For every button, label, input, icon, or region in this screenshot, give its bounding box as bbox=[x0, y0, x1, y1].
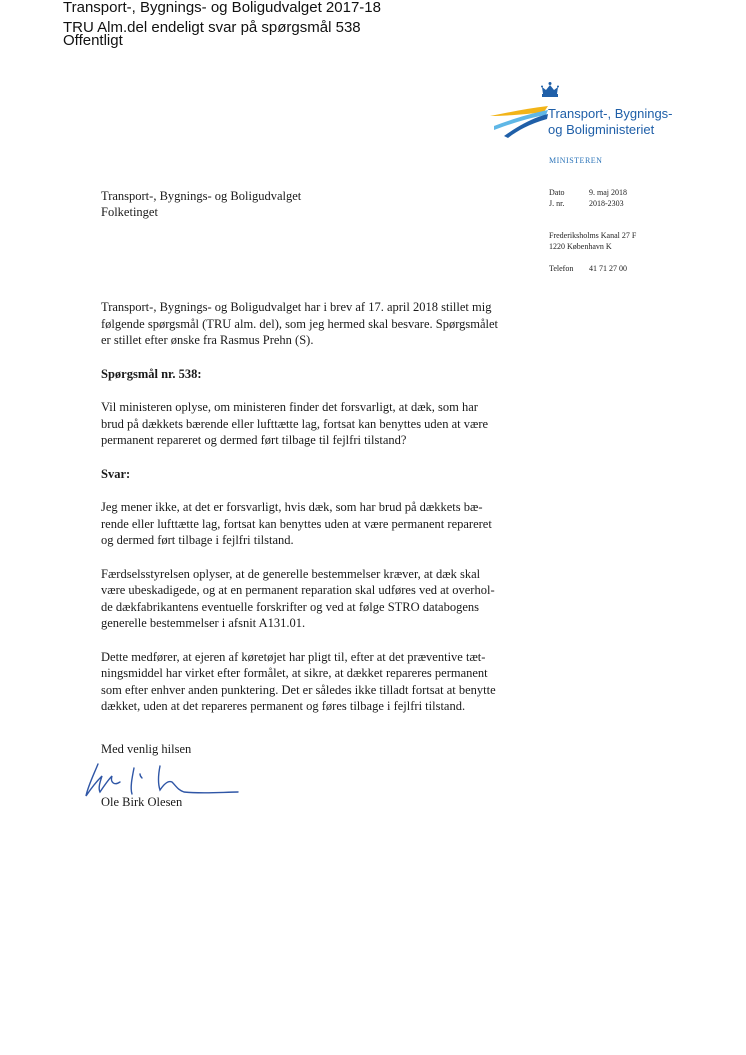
logo-line-1: Transport-, Bygnings- bbox=[548, 106, 673, 121]
header-committee: Transport-, Bygnings- og Boligudvalget 2017-18 bbox=[63, 0, 381, 16]
ministry-logo-text bbox=[548, 106, 673, 138]
answer2-line-2: være ubeskadigede, og at en permanent reparation skal udføres ved at overhol- bbox=[101, 583, 495, 597]
ref-row bbox=[549, 198, 624, 209]
closing-greeting: Med venlig hilsen bbox=[101, 742, 192, 756]
recipient-line-1: Transport-, Bygnings- og Boligudvalget bbox=[101, 189, 302, 203]
question-line-2: brud på dækkets bærende eller lufttætte lag, fortsat kan benyttes uden at være bbox=[101, 416, 489, 431]
date-row bbox=[549, 187, 627, 198]
phone-value: 41 71 27 00 bbox=[589, 264, 627, 273]
recipient-block bbox=[101, 188, 301, 220]
date-value: 9. maj 2018 bbox=[589, 188, 627, 197]
answer3-line-2: ningsmiddel har virket efter formålet, at sikre, at dækket repareres permanent bbox=[101, 666, 488, 680]
letter-body bbox=[101, 299, 531, 732]
phone-row bbox=[549, 263, 627, 274]
header-document-ref: TRU Alm.del endeligt svar på spørgsmål 538 bbox=[63, 19, 361, 36]
question-line-1: Vil ministeren oplyse, om ministeren finder det forsvarligt, at dæk, som har bbox=[101, 400, 478, 414]
answer3-line-4: dækket, uden at det repareres permanent og føres tilbage i fejlfri tilstand. bbox=[101, 699, 466, 713]
phone-label: Telefon bbox=[549, 264, 574, 273]
answer-paragraph-3 bbox=[101, 649, 531, 715]
date-label: Dato bbox=[549, 188, 565, 197]
answer3-line-1: Dette medfører, at ejeren af køretøjet har pligt til, efter at det præventive tæt- bbox=[101, 649, 486, 664]
header-public-label: Offentligt bbox=[63, 32, 123, 49]
recipient-line-2: Folketinget bbox=[101, 205, 158, 219]
answer3-line-3: som efter enhver anden punktering. Det er således ikke tilladt fortsat at benytte bbox=[101, 682, 496, 697]
logo-line-2: og Boligministeriet bbox=[548, 122, 655, 137]
answer-heading: Svar: bbox=[101, 466, 131, 481]
address-line-2: 1220 København K bbox=[549, 242, 612, 251]
ref-label: J. nr. bbox=[549, 199, 565, 208]
intro-paragraph bbox=[101, 299, 531, 349]
question-heading: Spørgsmål nr. 538: bbox=[101, 366, 202, 381]
signer-name: Ole Birk Olesen bbox=[101, 795, 183, 809]
answer-paragraph-1 bbox=[101, 499, 531, 549]
address-line-1: Frederiksholms Kanal 27 F bbox=[549, 231, 637, 240]
answer1-line-3: og dermed ført tilbage i fejlfri tilstand. bbox=[101, 533, 294, 547]
answer1-line-2: rende eller lufttætte lag, fortsat kan benyttes uden at være permanent repareret bbox=[101, 516, 492, 531]
intro-line-2: følgende spørgsmål (TRU alm. del), som jeg hermed skal besvare. Spørgsmålet bbox=[101, 316, 499, 331]
answer2-line-4: generelle bestemmelser i afsnit A131.01. bbox=[101, 616, 306, 630]
question-line-3: permanent repareret og dermed ført tilbage til fejlfri tilstand? bbox=[101, 433, 407, 447]
answer2-line-3: de dækfabrikantens eventuelle forskrifter og ved at følge STRO databogens bbox=[101, 599, 480, 614]
intro-line-3: er stillet efter ønske fra Rasmus Prehn (S). bbox=[101, 333, 314, 347]
sender-label: MINISTEREN bbox=[549, 156, 603, 165]
ref-value: 2018-2303 bbox=[589, 199, 624, 208]
answer2-line-1: Færdselsstyrelsen oplyser, at de generelle bestemmelser kræver, at dæk skal bbox=[101, 566, 481, 581]
answer-paragraph-2 bbox=[101, 566, 531, 632]
intro-line-1: Transport-, Bygnings- og Boligudvalget har i brev af 17. april 2018 stillet mig bbox=[101, 300, 492, 314]
question-paragraph bbox=[101, 399, 531, 449]
answer1-line-1: Jeg mener ikke, at det er forsvarligt, hvis dæk, som har brud på dækkets bæ- bbox=[101, 500, 483, 514]
